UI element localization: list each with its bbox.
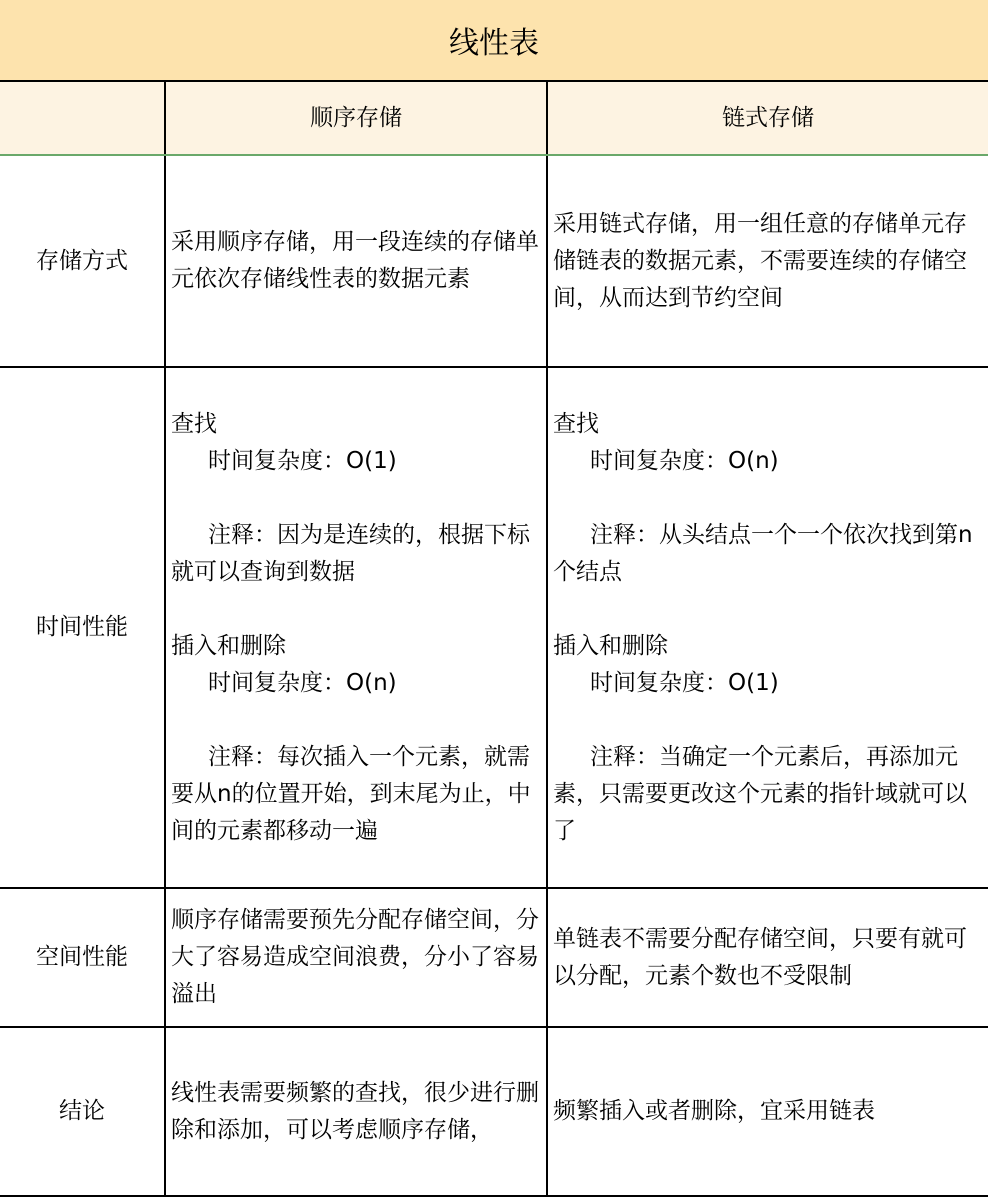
- table-row: [0, 155, 988, 367]
- search-complexity: 时间复杂度：O(1): [208, 447, 397, 474]
- time-linked-cell: [547, 367, 988, 888]
- conclusion-linked-cell: 频繁插入或者删除，宜采用链表: [547, 1027, 988, 1196]
- search-note: 注释：因为是连续的，根据下标就可以查询到数据: [171, 521, 530, 585]
- insert-complexity: 时间复杂度：O(1): [590, 669, 779, 696]
- search-note: 注释：从头结点一个一个依次找到第n个结点: [553, 521, 973, 585]
- insert-note: 注释：每次插入一个元素，就需要从n的位置开始，到末尾为止，中间的元素都移动一遍: [171, 743, 531, 844]
- search-title: 查找: [171, 410, 217, 437]
- conclusion-sequential-cell: 线性表需要频繁的查找，很少进行删除和添加，可以考虑顺序存储，: [165, 1027, 547, 1196]
- insert-note: 注释：当确定一个元素后，再添加元素，只需要更改这个元素的指针域就可以了: [553, 743, 967, 844]
- insert-title: 插入和删除: [171, 632, 286, 659]
- comparison-table: [0, 82, 988, 1197]
- table-row: [0, 367, 988, 888]
- time-sequential-cell: [165, 367, 547, 888]
- table-title: 线性表: [0, 0, 988, 82]
- insert-complexity: 时间复杂度：O(n): [208, 669, 397, 696]
- table-row: [0, 888, 988, 1027]
- row-label-space: 空间性能: [0, 888, 165, 1027]
- space-sequential-cell: 顺序存储需要预先分配存储空间，分大了容易造成空间浪费，分小了容易溢出: [165, 888, 547, 1027]
- header-sequential: 顺序存储: [165, 82, 547, 155]
- header-row: [0, 82, 988, 155]
- search-title: 查找: [553, 410, 599, 437]
- storage-linked-cell: 采用链式存储，用一组任意的存储单元存储链表的数据元素，不需要连续的存储空间，从而达到节约空间: [547, 155, 988, 367]
- space-linked-cell: 单链表不需要分配存储空间，只要有就可以分配，元素个数也不受限制: [547, 888, 988, 1027]
- search-complexity: 时间复杂度：O(n): [590, 447, 779, 474]
- insert-title: 插入和删除: [553, 632, 668, 659]
- header-empty-cell: [0, 82, 165, 155]
- table-row: [0, 1027, 988, 1196]
- header-linked: 链式存储: [547, 82, 988, 155]
- row-label-time: 时间性能: [0, 367, 165, 888]
- storage-sequential-cell: 采用顺序存储，用一段连续的存储单元依次存储线性表的数据元素: [165, 155, 547, 367]
- row-label-storage: 存储方式: [0, 155, 165, 367]
- row-label-conclusion: 结论: [0, 1027, 165, 1196]
